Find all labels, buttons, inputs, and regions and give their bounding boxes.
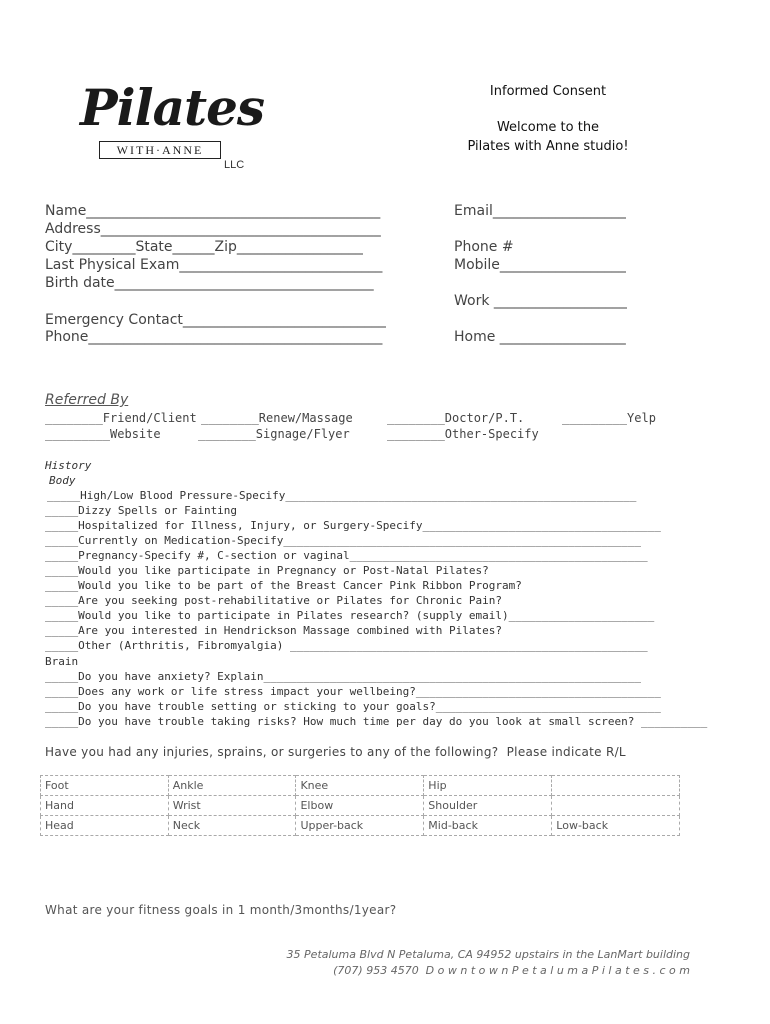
city-state-zip-field[interactable]: City_________State______Zip__________________	[45, 239, 363, 255]
injury-cell[interactable]: Shoulder	[424, 796, 552, 816]
fitness-goals-question: What are your fitness goals in 1 month/3months/1year?	[45, 903, 397, 917]
table-row	[41, 816, 680, 836]
logo-script-text: Pilates	[80, 78, 265, 137]
brain-item[interactable]: _____Do you have trouble setting or sticking to your goals?__________________________________	[45, 700, 661, 713]
name-field[interactable]: Name__________________________________________	[45, 203, 381, 219]
footer-contact: (707) 953 4570 D o w n t o w n P e t a l u m a P i l a t e s . c o m	[333, 964, 690, 977]
history-item[interactable]: _____Dizzy Spells or Fainting	[45, 504, 238, 517]
email-field[interactable]: Email___________________	[454, 203, 626, 219]
studio-logo	[78, 78, 265, 174]
referral-website-option[interactable]: _________Website	[45, 427, 161, 441]
referral-yelp-option[interactable]: _________Yelp	[562, 411, 656, 425]
brain-item[interactable]: _____Do you have trouble taking risks? How much time per day do you look at small screen? __________	[45, 715, 708, 728]
mobile-field[interactable]: Mobile__________________	[454, 257, 626, 273]
injury-cell[interactable]: Upper-back	[296, 816, 424, 836]
work-phone-field[interactable]: Work ___________________	[454, 293, 627, 309]
referred-by-heading: Referred By	[45, 392, 129, 408]
birth-date-field[interactable]: Birth date_____________________________________	[45, 275, 374, 291]
welcome-line-1: Welcome to the	[496, 120, 600, 135]
referral-signage-option[interactable]: ________Signage/Flyer	[198, 427, 350, 441]
brain-item[interactable]: _____Do you have anxiety? Explain_________________________________________________________	[45, 670, 642, 683]
injury-cell[interactable]: Hip	[424, 776, 552, 796]
injury-cell[interactable]: Head	[41, 816, 169, 836]
injury-cell[interactable]: Wrist	[168, 796, 296, 816]
history-heading: History	[45, 459, 92, 472]
injury-cell[interactable]	[552, 776, 680, 796]
last-physical-exam-field[interactable]: Last Physical Exam_____________________________	[45, 257, 383, 273]
injuries-question: Have you had any injuries, sprains, or surgeries to any of the following? Please indicate R/L	[45, 745, 626, 759]
injury-cell[interactable]: Low-back	[552, 816, 680, 836]
form-title: Informed Consent	[489, 84, 607, 99]
history-item[interactable]: _____Are you interested in Hendrickson Massage combined with Pilates?	[45, 624, 502, 637]
phone-field[interactable]: Phone__________________________________________	[45, 329, 383, 345]
body-heading: Body	[49, 474, 76, 487]
brain-item[interactable]: _____Does any work or life stress impact your wellbeing?_____________________________________	[45, 685, 661, 698]
injury-cell[interactable]: Foot	[41, 776, 169, 796]
history-item[interactable]: _____Would you like to be part of the Breast Cancer Pink Ribbon Program?	[45, 579, 522, 592]
table-row	[41, 796, 680, 816]
referral-other-option[interactable]: ________Other-Specify	[387, 427, 539, 441]
brain-heading: Brain	[45, 655, 79, 668]
injury-cell[interactable]: Neck	[168, 816, 296, 836]
history-item[interactable]: _____Other (Arthritis, Fibromyalgia) ______________________________________________________	[45, 639, 648, 652]
address-field[interactable]: Address________________________________________	[45, 221, 381, 237]
phone-heading: Phone #	[454, 239, 514, 255]
logo-tagline: WITH·ANNE	[99, 141, 221, 159]
injury-cell[interactable]	[552, 796, 680, 816]
referral-doctor-option[interactable]: ________Doctor/P.T.	[387, 411, 525, 425]
history-item[interactable]: _____Pregnancy-Specify #, C-section or vaginal_____________________________________________	[45, 549, 648, 562]
table-row	[41, 776, 680, 796]
home-phone-field[interactable]: Home __________________	[454, 329, 626, 345]
injury-cell[interactable]: Knee	[296, 776, 424, 796]
history-item[interactable]: _____Hospitalized for Illness, Injury, or Surgery-Specify____________________________________	[45, 519, 661, 532]
emergency-contact-field[interactable]: Emergency Contact_____________________________	[45, 312, 386, 328]
history-item[interactable]: _____Would you like participate in Pregnancy or Post-Natal Pilates?	[45, 564, 489, 577]
injury-cell[interactable]: Hand	[41, 796, 169, 816]
referral-friend-option[interactable]: ________Friend/Client	[45, 411, 197, 425]
history-item[interactable]: _____Currently on Medication-Specify______________________________________________________	[45, 534, 642, 547]
referral-renew-option[interactable]: ________Renew/Massage	[201, 411, 353, 425]
history-item[interactable]: _____Are you seeking post-rehabilitative or Pilates for Chronic Pain?	[45, 594, 502, 607]
history-item[interactable]: _____High/Low Blood Pressure-Specify_____________________________________________________	[47, 489, 637, 502]
footer-address: 35 Petaluma Blvd N Petaluma, CA 94952 upstairs in the LanMart building	[286, 948, 690, 961]
injury-cell[interactable]: Mid-back	[424, 816, 552, 836]
logo-llc: LLC	[224, 159, 245, 171]
injury-cell[interactable]: Ankle	[168, 776, 296, 796]
injury-cell[interactable]: Elbow	[296, 796, 424, 816]
injury-table	[40, 775, 680, 836]
history-item[interactable]: _____Would you like to participate in Pilates research? (supply email)______________________	[45, 609, 655, 622]
welcome-line-2: Pilates with Anne studio!	[467, 139, 629, 154]
